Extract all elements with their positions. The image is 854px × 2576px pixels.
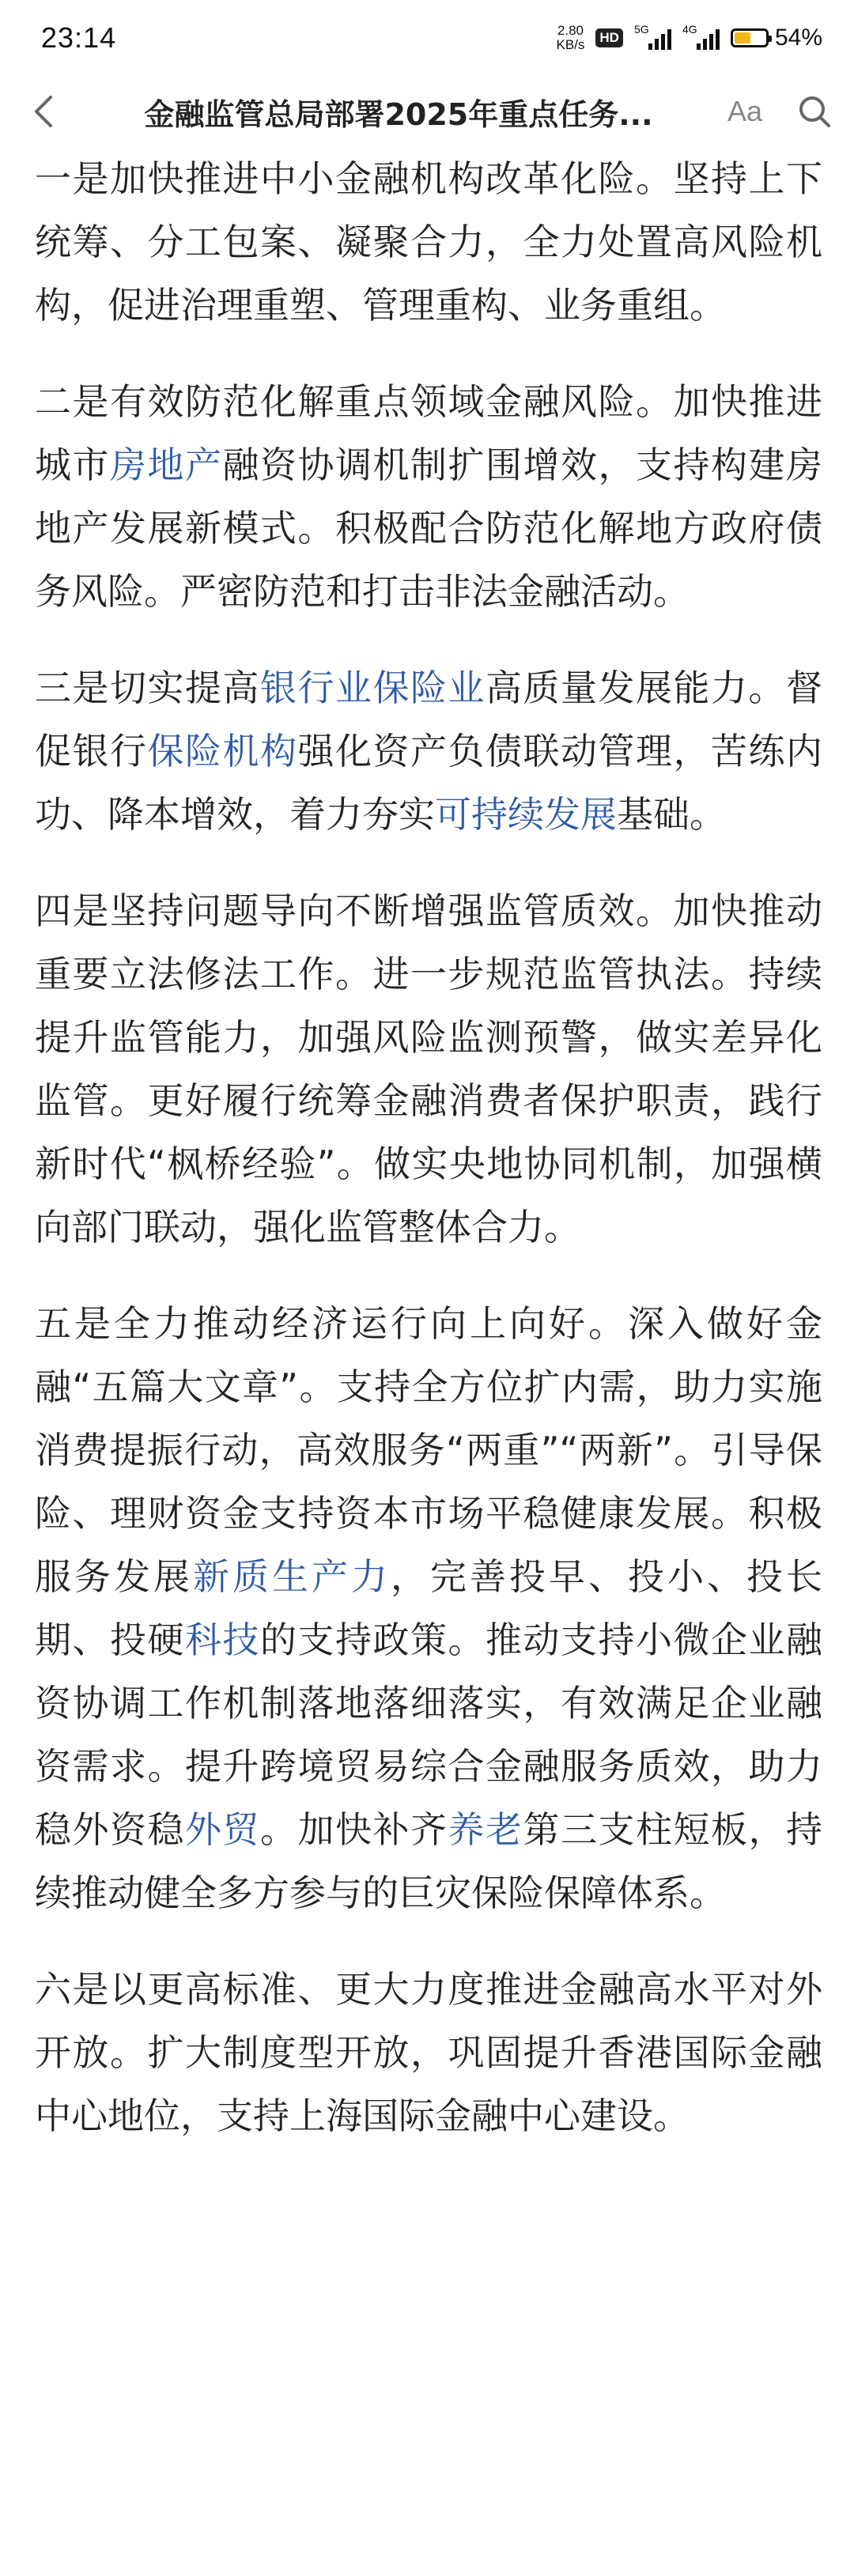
battery-percent: 54% xyxy=(774,25,822,51)
article-paragraph xyxy=(35,1958,822,2147)
status-icons xyxy=(556,24,822,52)
signal-5g-icon xyxy=(633,23,671,50)
keyword-link[interactable]: 银行业 xyxy=(260,667,373,709)
paragraph-text: 第三支柱短板，持续推动健全多方参与的巨灾保险保障体系。 xyxy=(35,1808,822,1914)
signal-5g-label: 5G xyxy=(633,23,649,36)
keyword-link[interactable]: 新质生产力 xyxy=(193,1555,391,1598)
battery-level-fill xyxy=(735,32,751,43)
article-paragraph xyxy=(35,656,822,846)
search-button[interactable] xyxy=(794,91,835,132)
hd-badge: HD xyxy=(595,28,623,47)
font-size-button[interactable]: Aa xyxy=(727,95,762,127)
keyword-link[interactable]: 养老 xyxy=(448,1808,523,1851)
status-bar xyxy=(0,0,854,76)
paragraph-text: 融资协调机制扩围增效，支持构建房地产发展新模式。积极配合防范化解地方政府债务风险。严密防范和打击非法金融活动。 xyxy=(35,444,822,613)
battery-icon xyxy=(731,28,769,47)
keyword-link[interactable]: 房地产 xyxy=(110,444,223,486)
paragraph-text: 五是全力推动经济运行向上向好。深入做好金融“五篇大文章”。支持全方位扩内需，助力实施消费提振行动，高效服务“两重”“两新”。引导保险、理财资金支持资本市场平稳健康发展。积极服务发展 xyxy=(35,1302,822,1598)
paragraph-text: 三是切实提高 xyxy=(35,667,260,709)
paragraph-text: 的支持政策。推动支持小微企业融资协调工作机制落地落细落实，有效满足企业融资需求。提升跨境贸易综合金融服务质效，助力稳外资稳 xyxy=(35,1618,822,1851)
article-paragraph xyxy=(35,1292,822,1924)
article-title: 金融监管总局部署2025年重点任务... xyxy=(144,96,653,132)
signal-4g-label: 4G xyxy=(682,23,697,36)
battery-indicator xyxy=(731,25,822,51)
paragraph-text: 四是坚持问题导向不断增强监管质效。加快推动重要立法修法工作。进一步规范监管执法。持续提升监管能力，加强风险监测预警，做实差异化监管。更好履行统筹金融消费者保护职责，践行新时代“枫桥经验”。做实央地协同机制，加强横向部门联动，强化监管整体合力。 xyxy=(35,890,822,1248)
navigation-bar xyxy=(0,76,854,147)
keyword-link[interactable]: 外贸 xyxy=(185,1808,260,1851)
network-speed-unit: KB/s xyxy=(556,37,585,52)
signal-4g-icon xyxy=(682,23,720,50)
keyword-link[interactable]: 保险机构 xyxy=(147,730,298,772)
keyword-link[interactable]: 保险业 xyxy=(372,667,486,709)
paragraph-text: 强化资产负债联动管理，苦练内功、降本增效，着力夯实 xyxy=(35,730,822,836)
network-speed xyxy=(556,24,584,52)
keyword-link[interactable]: 可持续发展 xyxy=(435,793,617,836)
paragraph-text: ，完善投早、投小、投长期、投硬 xyxy=(35,1555,822,1661)
paragraph-text: 。加快补齐 xyxy=(260,1808,448,1851)
search-icon xyxy=(797,94,832,129)
paragraph-text: 基础。 xyxy=(617,793,726,836)
network-speed-value: 2.80 xyxy=(557,23,584,38)
article-paragraph xyxy=(35,370,822,623)
back-button[interactable] xyxy=(32,88,70,135)
article-body xyxy=(0,147,854,2147)
article-paragraph xyxy=(35,147,822,337)
paragraph-text: 二是有效防范化解重点领域金融风险。加快推进城市 xyxy=(35,380,822,486)
paragraph-text: 一是加快推进中小金融机构改革化险。坚持上下统筹、分工包案、凝聚合力，全力处置高风险机构，促进治理重塑、管理重构、业务重组。 xyxy=(35,157,822,327)
paragraph-text: 六是以更高标准、更大力度推进金融高水平对外开放。扩大制度型开放，巩固提升香港国际金融中心地位，支持上海国际金融中心建设。 xyxy=(35,1968,822,2137)
keyword-link[interactable]: 科技 xyxy=(185,1618,260,1661)
paragraph-text: 高质量发展能力。督促银行 xyxy=(35,667,822,772)
chevron-left-icon xyxy=(32,94,55,129)
article-paragraph xyxy=(35,879,822,1259)
status-time: 23:14 xyxy=(41,21,117,54)
